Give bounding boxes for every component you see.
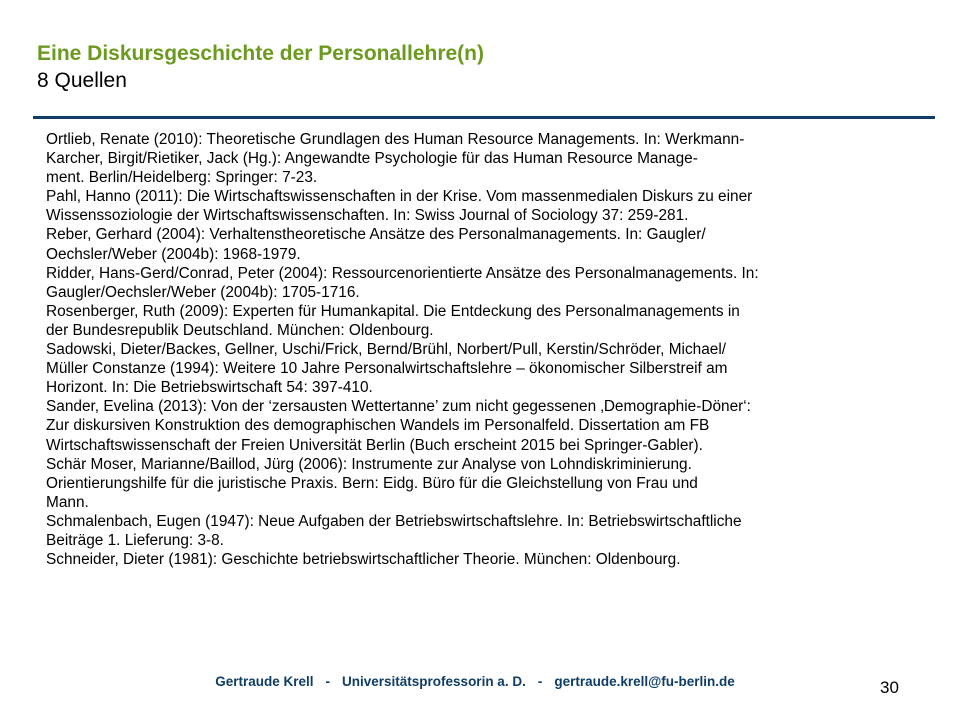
reference-line: Reber, Gerhard (2004): Verhaltenstheoretische Ansätze des Personalmanagements. In: Gaugler/ <box>46 226 706 244</box>
reference-line: Schmalenbach, Eugen (1947): Neue Aufgaben der Betriebswirtschaftslehre. In: Betriebswirtschaftliche <box>46 512 742 530</box>
footer-position: Universitätsprofessorin a. D. <box>342 674 526 689</box>
reference-line: Gaugler/Oechsler/Weber (2004b): 1705-1716. <box>46 283 360 301</box>
reference-line: Pahl, Hanno (2011): Die Wirtschaftswissenschaften in der Krise. Vom massenmedialen Diskurs zu einer <box>46 188 753 206</box>
slide-title: Eine Diskursgeschichte der Personallehre(n) <box>37 42 484 65</box>
reference-list <box>46 130 916 569</box>
reference-line: Ridder, Hans-Gerd/Conrad, Peter (2004): Ressourcenorientierte Ansätze des Personalmanagements. In: <box>46 264 759 282</box>
reference-line: Beiträge 1. Lieferung: 3-8. <box>46 531 224 549</box>
reference-entry <box>46 397 916 454</box>
header-divider <box>33 116 935 119</box>
footer-author: Gertraude Krell <box>215 674 314 689</box>
reference-line: Rosenberger, Ruth (2009): Experten für Humankapital. Die Entdeckung des Personalmanagements in <box>46 302 740 320</box>
reference-line: Horizont. In: Die Betriebswirtschaft 54: 397-410. <box>46 379 373 397</box>
reference-entry <box>46 302 916 340</box>
reference-line: Sander, Evelina (2013): Von der ‘zersausten Wettertanne’ zum nicht gegessenen ‚Demographie-Döner‘: <box>46 398 751 416</box>
slide-subtitle: 8 Quellen <box>37 69 127 92</box>
reference-entry <box>46 187 916 225</box>
reference-line: Orientierungshilfe für die juristische Praxis. Bern: Eidg. Büro für die Gleichstellung von Frau und <box>46 474 698 492</box>
reference-line: Ortlieb, Renate (2010): Theoretische Grundlagen des Human Resource Managements. In: Werkmann- <box>46 131 745 148</box>
reference-line: der Bundesrepublik Deutschland. München: Oldenbourg. <box>46 321 434 339</box>
reference-entry <box>46 264 916 302</box>
reference-entry <box>46 455 916 512</box>
reference-line: Wirtschaftswissenschaft der Freien Universität Berlin (Buch erscheint 2015 bei Springer-Gabler). <box>46 436 703 454</box>
reference-entry <box>46 340 916 397</box>
reference-line: Müller Constanze (1994): Weitere 10 Jahre Personalwirtschaftslehre – ökonomischer Silberstreif am <box>46 360 728 378</box>
footer <box>0 674 960 689</box>
reference-entry <box>46 550 916 569</box>
reference-line: ment. Berlin/Heidelberg: Springer: 7-23. <box>46 169 318 187</box>
reference-line: Schneider, Dieter (1981): Geschichte betriebswirtschaftlicher Theorie. München: Oldenbourg. <box>46 551 681 569</box>
reference-line: Schär Moser, Marianne/Baillod, Jürg (2006): Instrumente zur Analyse von Lohndiskriminierung. <box>46 455 692 473</box>
footer-separator: - <box>537 674 543 689</box>
footer-email[interactable]: gertraude.krell@fu-berlin.de <box>554 674 735 689</box>
reference-line: Zur diskursiven Konstruktion des demographischen Wandels im Personalfeld. Dissertation am FB <box>46 417 710 435</box>
reference-entry <box>46 130 916 187</box>
reference-line: Oechsler/Weber (2004b): 1968-1979. <box>46 245 301 263</box>
reference-entry <box>46 512 916 550</box>
reference-line: Mann. <box>46 493 89 511</box>
slide-header <box>37 40 917 94</box>
reference-line: Wissenssoziologie der Wirtschaftswissenschaften. In: Swiss Journal of Sociology 37: 259-281. <box>46 207 689 225</box>
reference-entry <box>46 225 916 263</box>
reference-line: Karcher, Birgit/Rietiker, Jack (Hg.): Angewandte Psychologie für das Human Resource Manage- <box>46 150 698 168</box>
reference-line: Sadowski, Dieter/Backes, Gellner, Uschi/Frick, Bernd/Brühl, Norbert/Pull, Kerstin/Schröder, Michael/ <box>46 341 727 359</box>
page-number: 30 <box>880 678 899 697</box>
footer-separator: - <box>325 674 331 689</box>
